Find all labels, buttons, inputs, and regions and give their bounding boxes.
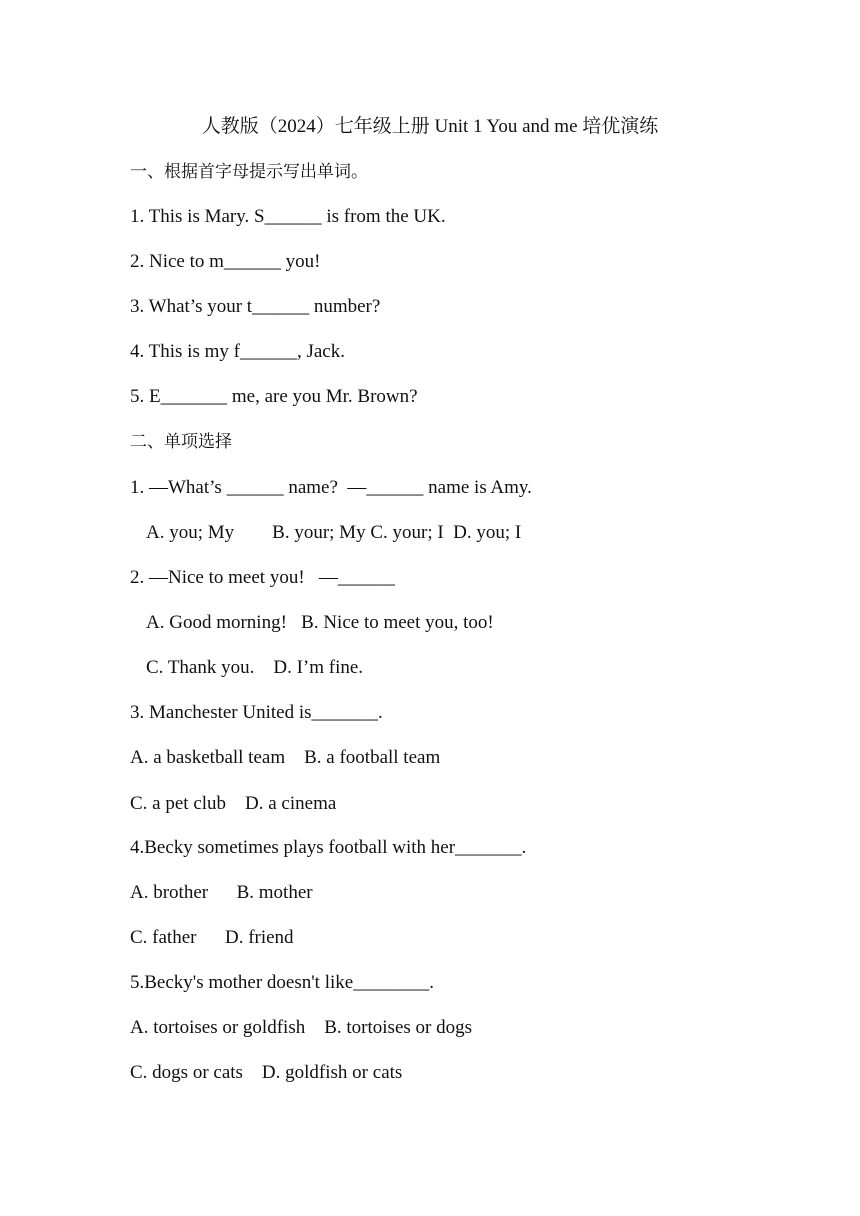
worksheet-title: 人教版（2024）七年级上册 Unit 1 You and me 培优演练 xyxy=(201,116,659,137)
question-5-options-ab: A. tortoises or goldfish B. tortoises or dogs xyxy=(130,1017,472,1038)
fill-blank-item-5: 5. E_______ me, are you Mr. Brown? xyxy=(130,386,418,407)
fill-blank-item-3: 3. What’s your t______ number? xyxy=(130,296,381,317)
section-1-heading: 一、根据首字母提示写出单词。 xyxy=(130,162,368,182)
question-2-stem: 2. —Nice to meet you! —______ xyxy=(130,567,395,588)
question-3-options-cd: C. a pet club D. a cinema xyxy=(130,793,337,814)
question-1-stem: 1. —What’s ______ name? —______ name is Amy. xyxy=(130,477,532,498)
question-4-options-cd: C. father D. friend xyxy=(130,927,294,948)
question-2-options-ab: A. Good morning! B. Nice to meet you, too! xyxy=(146,612,494,633)
question-4-stem: 4.Becky sometimes plays football with her_______. xyxy=(130,837,527,858)
question-3-options-ab: A. a basketball team B. a football team xyxy=(130,747,441,768)
fill-blank-item-2: 2. Nice to m______ you! xyxy=(130,251,321,272)
question-3-stem: 3. Manchester United is_______. xyxy=(130,702,383,723)
fill-blank-item-1: 1. This is Mary. S______ is from the UK. xyxy=(130,206,446,227)
question-5-stem: 5.Becky's mother doesn't like________. xyxy=(130,972,434,993)
question-5-options-cd: C. dogs or cats D. goldfish or cats xyxy=(130,1062,403,1083)
question-4-options-ab: A. brother B. mother xyxy=(130,882,313,903)
question-2-options-cd: C. Thank you. D. I’m fine. xyxy=(146,657,364,678)
fill-blank-item-4: 4. This is my f______, Jack. xyxy=(130,341,345,362)
section-2-heading: 二、单项选择 xyxy=(130,432,232,452)
question-1-options: A. you; My B. your; My C. your; I D. you; I xyxy=(146,522,522,543)
